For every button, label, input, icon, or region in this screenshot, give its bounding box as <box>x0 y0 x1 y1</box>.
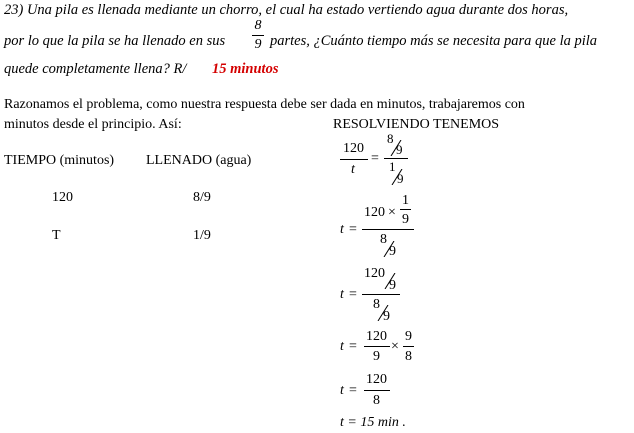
step-3-den-num: 8 <box>373 297 380 312</box>
step-4-times: × <box>391 339 399 354</box>
problem-fraction <box>252 18 264 53</box>
table-row-2-fill: 1/9 <box>193 228 211 243</box>
step-1-lhs-fraction <box>340 141 368 177</box>
problem-line-2-start: por lo que la pila se ha llenado en sus <box>4 33 226 49</box>
step-2-num: 120 <box>364 205 385 220</box>
answer-highlight: 15 minutos <box>212 61 279 77</box>
problem-line-3: quede completamente llena? R/ <box>4 61 187 77</box>
problem-line-2-end: partes, ¿Cuánto tiempo más se necesita para que la pila <box>270 33 598 49</box>
step-1-lhs-den: t <box>351 162 355 177</box>
step-1-lhs-num: 120 <box>343 141 364 156</box>
table-row-1-time: 120 <box>52 190 73 205</box>
step-3-num-den: 9 <box>389 278 396 293</box>
step-4-f2-num: 9 <box>405 329 412 344</box>
step-2-times: × <box>388 205 396 220</box>
step-4-f2-den: 8 <box>405 349 412 364</box>
reasoning-line-1: Razonamos el problema, como nuestra respuesta debe ser dada en minutos, trabajaremos con <box>4 97 525 112</box>
reasoning-line-2: minutos desde el principio. Así: <box>4 117 182 132</box>
step-3-equals: = <box>349 287 357 302</box>
step-4-f1-den: 9 <box>373 349 380 364</box>
step-1-equals: = <box>371 151 379 166</box>
step-2-lhs: t <box>340 222 344 237</box>
step-3-num-num: 120 <box>364 266 385 281</box>
step-1-rhs-nn: 8 <box>387 131 394 146</box>
step-4-lhs: t <box>340 339 344 354</box>
step-2-inner-num: 1 <box>402 193 409 208</box>
step-2-equals: = <box>349 222 357 237</box>
problem-fraction-numerator: 8 <box>254 18 262 33</box>
step-1-rhs-dd: 9 <box>397 171 404 186</box>
table-header-fill: LLENADO (agua) <box>146 153 252 168</box>
step-2-inner-den: 9 <box>402 212 409 227</box>
step-1-rhs-nd: 9 <box>396 142 403 157</box>
step-5-equals: = <box>349 383 357 398</box>
step-3-lhs: t <box>340 287 344 302</box>
step-5-den: 8 <box>373 393 380 408</box>
step-4-equals: = <box>349 339 357 354</box>
table-row-2-time: T <box>52 228 61 243</box>
step-3-den-den: 9 <box>383 309 390 324</box>
step-5-lhs: t <box>340 383 344 398</box>
step-3-main-bar <box>362 294 400 295</box>
resolving-title: RESOLVIENDO TENEMOS <box>333 117 500 132</box>
step-2-main-bar <box>362 229 414 230</box>
table-row-1-fill: 8/9 <box>193 190 211 205</box>
step-1-rhs-dn: 1 <box>389 159 396 174</box>
step-5-num: 120 <box>366 372 387 387</box>
step-2-den-den: 9 <box>389 244 396 259</box>
table-header-time: TIEMPO (minutos) <box>4 153 115 168</box>
step-6-result: t = 15 min . <box>340 415 406 430</box>
step-1-rhs-fraction <box>384 132 408 186</box>
problem-fraction-denominator: 9 <box>254 37 262 52</box>
step-4-f1-num: 120 <box>366 329 387 344</box>
problem-line-1: 23) Una pila es llenada mediante un chorro, el cual ha estado vertiendo agua durante dos horas, <box>4 2 569 18</box>
step-2-den-num: 8 <box>380 232 387 247</box>
